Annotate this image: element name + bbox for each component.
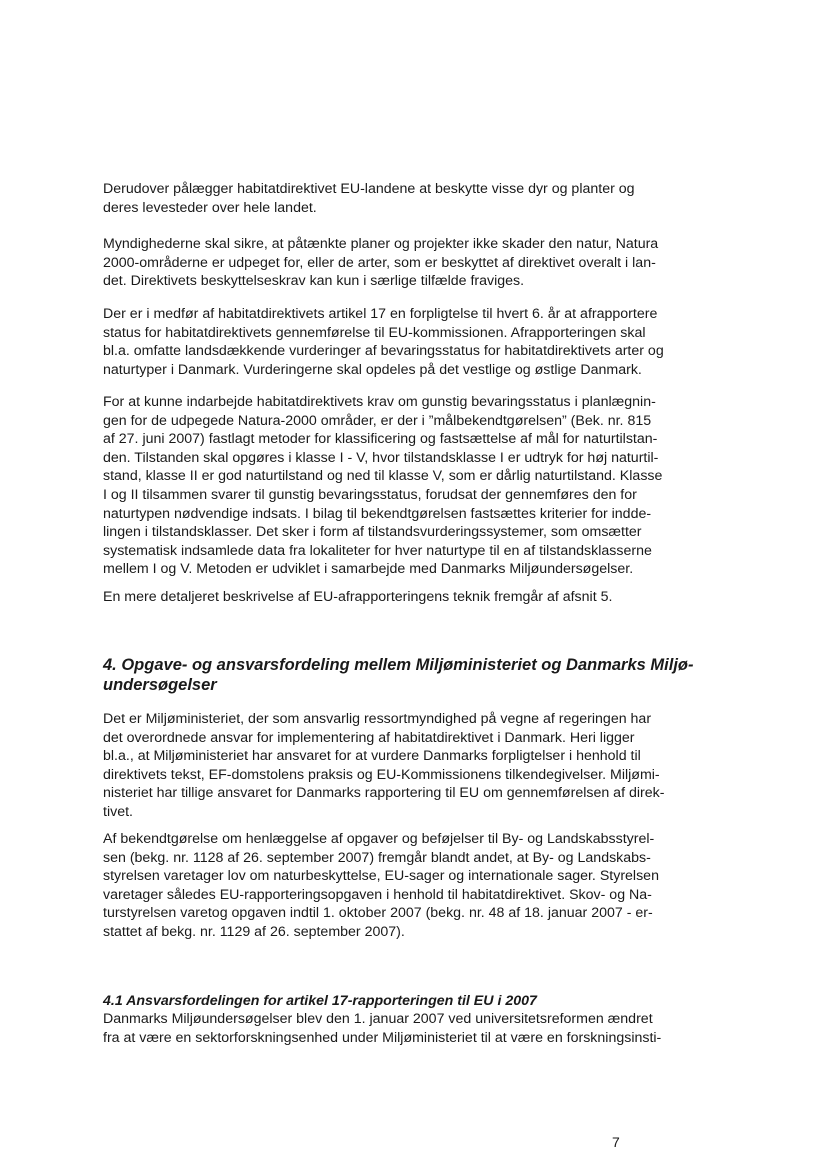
paragraph-article-17: Der er i medfør af habitatdirektivets artikel 17 en forpligtelse til hvert 6. år at afrapportere status for habitatdirektivets gennemførelse til EU-kommissionen. Afrapporteringen skal bl.a. omfatte landsdækkende vurderinger af bevaringsstatus for habitatdirektivets arter og naturtyper i Danmark. Vurderingerne skal opdeles på det vestlige og østlige Danmark. (103, 306, 664, 378)
paragraph-conservation-status: For at kunne indarbejde habitatdirektivets krav om gunstig bevaringsstatus i planlægnin- gen for de udpegede Natura-2000 områder, er der i ”målbekendtgørelsen” (Bek. nr. 815 af 27. juni 2007) fastlagt metoder for klassificering og fastsættelse af mål for naturtilstan- den. Tilstanden skal opgøres i klasse I - V, hvor tilstandsklasse I er udtryk for høj naturtil- stand, klasse II er god naturtilstand og ned til klasse V, som er dårlig naturtilstand. Klasse I og II tilsammen svarer til gunstig bevaringsstatus, forudsat der gennemføres den for naturtypen nødvendige indsats. I bilag til bekendtgørelsen fastsættes kriterier for indde- lingen i tilstandsklasser. Det sker i form af tilstandsvurderingssystemer, som omsætter systematisk indsamlede data fra lokaliteter for hver naturtype til en af tilstandsklasserne mellem I og V. Metoden er udviklet i samarbejde med Danmarks Miljøundersøgelser. (103, 394, 663, 578)
paragraph-dmu-reform: Danmarks Miljøundersøgelser blev den 1. januar 2007 ved universitetsreformen ændret fra at være en sektorforskningsenhed under Miljøministeriet til at være en forskningsinsti- (103, 1011, 662, 1046)
paragraph-protection-duty: Derudover pålægger habitatdirektivet EU-landene at beskytte visse dyr og planter og deres levesteder over hele landet. (103, 181, 635, 216)
section-4-heading: 4. Opgave- og ansvarsfordeling mellem Miljøministeriet og Danmarks Miljø- undersøgelser (103, 656, 694, 694)
paragraph-section5-reference: En mere detaljeret beskrivelse af EU-afrapporteringens teknik fremgår af afsnit 5. (103, 589, 613, 605)
paragraph-authorities: Myndighederne skal sikre, at påtænkte planer og projekter ikke skader den natur, Natura 2000-områderne er udpeget for, eller de arter, som er beskyttet af direktivet overalt i lan- det. Direktivets beskyttelseskrav kan kun i særlige tilfælde fraviges. (103, 236, 659, 290)
paragraph-ministry-responsibility: Det er Miljøministeriet, der som ansvarlig ressortmyndighed på vegne af regeringen har det overordnede ansvar for implementering af habitatdirektivet i Danmark. Heri ligger bl.a., at Miljøministeriet har ansvaret for at vurdere Danmarks forpligtelser i henhold til direktivets tekst, EF-domstolens praksis og EU-Kommissionens tilkendegivelser. Miljømi- nisteriet har tillige ansvaret for Danmarks rapportering til EU om gennemførelsen af direk- tivet. (103, 711, 665, 820)
paragraph-agency-delegation: Af bekendtgørelse om henlæggelse af opgaver og beføjelser til By- og Landskabsstyrel- sen (bekg. nr. 1128 af 26. september 2007) fremgår blandt andet, at By- og Landskabs- styrelsen varetager lov om naturbeskyttelse, EU-sager og internationale sager. Styrelsen varetager således EU-rapporteringsopgaven i henhold til habitatdirektivet. Skov- og Na- turstyrelsen varetog opgaven indtil 1. oktober 2007 (bekg. nr. 48 af 18. januar 2007 - er- stattet af bekg. nr. 1129 af 26. september 2007). (103, 831, 659, 940)
page-number: 7 (612, 1134, 620, 1150)
section-4-1-heading: 4.1 Ansvarsfordelingen for artikel 17-rapporteringen til EU i 2007 (103, 993, 537, 1009)
